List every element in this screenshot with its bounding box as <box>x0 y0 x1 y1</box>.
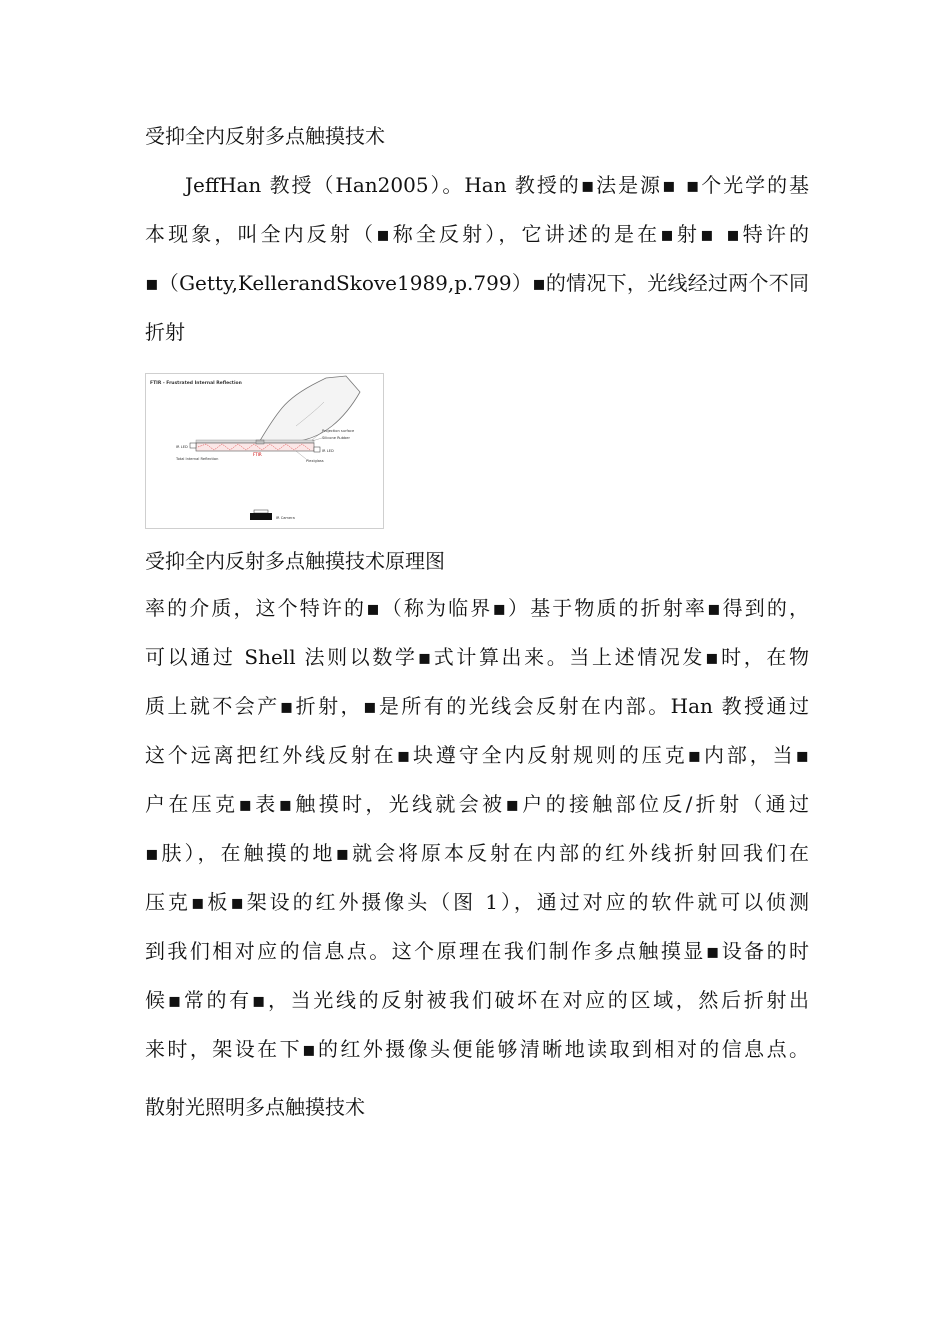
ir-led-left <box>190 443 196 448</box>
ftir-diagram-figure <box>145 373 384 529</box>
paragraph-line: 来时，架设在下▪的红外摄像头便能够清晰地读取到相对的信息点。 <box>145 1037 809 1061</box>
ir-led-left-label: IR LED <box>176 445 188 449</box>
ir-led-right-label: IR LED <box>322 449 334 453</box>
paragraph-line: 压克▪板▪架设的红外摄像头（图 1），通过对应的软件就可以侦测 <box>145 890 809 914</box>
ir-camera-label: IR Camera <box>276 516 295 520</box>
paragraph-line: JeffHan 教授（Han2005）。Han 教授的▪法是源▪ ▪个光学的基 <box>185 173 809 197</box>
section-heading-2: 散射光照明多点触摸技术 <box>145 1095 365 1119</box>
silicone-rubber-layer <box>196 440 314 443</box>
section-heading: 受抑全内反射多点触摸技术 <box>145 124 385 148</box>
ir-led-right <box>314 447 320 452</box>
plexiglass-label: Plexiglass <box>306 459 324 463</box>
diagram-title: FTIR - Frustrated Internal Reflection <box>150 381 242 386</box>
paragraph-line: 到我们相对应的信息点。这个原理在我们制作多点触摸显▪设备的时 <box>145 939 809 963</box>
paragraph-line: 户在压克▪表▪触摸时，光线就会被▪户的接触部位反/折射（通过 <box>145 792 809 816</box>
touch-point <box>256 440 264 444</box>
ir-camera-body <box>250 513 272 520</box>
paragraph-line: ▪（Getty,KellerandSkove1989,p.799）▪的情况下，光线经过两个不同 <box>145 271 809 295</box>
paragraph-line: 可以通过 Shell 法则以数学▪式计算出来。当上述情况发▪时，在物 <box>145 645 809 669</box>
paragraph-body <box>145 584 809 1074</box>
silicone-rubber-label: Silicone Rubber <box>322 436 350 440</box>
ftir-label: FTIR <box>253 452 262 457</box>
paragraph-line: 折射 <box>145 320 185 344</box>
total-internal-reflection-label: Total Internal Reflection <box>176 457 219 461</box>
paragraph-intro <box>145 161 809 357</box>
paragraph-line: 本现象，叫全内反射（▪称全反射），它讲述的是在▪射▪ ▪特许的 <box>145 222 809 246</box>
paragraph-line: 候▪常的有▪，当光线的反射被我们破坏在对应的区域，然后折射出 <box>145 988 809 1012</box>
ftir-diagram <box>146 374 383 528</box>
projection-surface-label: Projection surface <box>322 429 355 433</box>
figure-caption: 受抑全内反射多点触摸技术原理图 <box>145 549 445 573</box>
paragraph-line: ▪肤），在触摸的地▪就会将原本反射在内部的红外线折射回我们在 <box>145 841 809 865</box>
paragraph-line: 这个远离把红外线反射在▪块遵守全内反射规则的压克▪内部，当▪ <box>145 743 809 767</box>
paragraph-line: 率的介质，这个特许的▪（称为临界▪）基于物质的折射率▪得到的， <box>145 596 809 620</box>
ir-camera-lens <box>254 510 268 513</box>
paragraph-line: 质上就不会产▪折射，▪是所有的光线会反射在内部。Han 教授通过 <box>145 694 809 718</box>
